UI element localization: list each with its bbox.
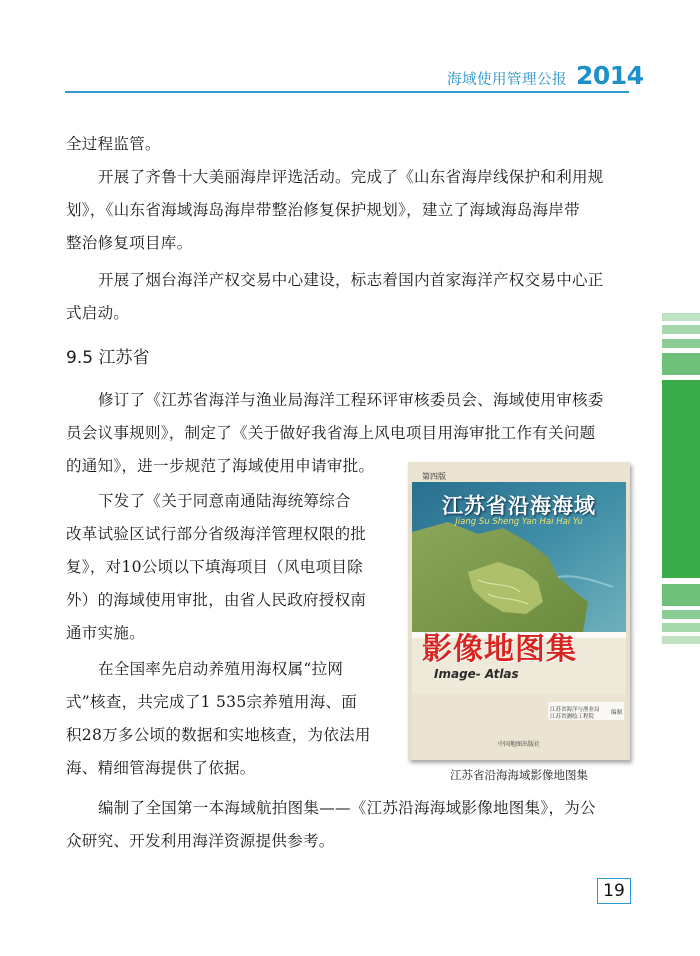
paragraph-line: 众研究、开发利用海洋资源提供参考。 [66, 832, 335, 850]
atlas-publisher-line: 江苏省海洋与渔业局 [550, 707, 600, 713]
side-tab-main [662, 380, 700, 578]
paragraph-line: 整治修复项目库。 [66, 234, 193, 252]
side-tab-decoration [662, 339, 700, 348]
figure-caption: 江苏省沿海海域影像地图集 [450, 768, 588, 782]
paragraph-line: 划》，《山东省海域海岛海岸带整治修复保护规划》，建立了海域海岛海岸带 [66, 201, 580, 219]
paragraph-line: 员会议事规则》，制定了《关于做好我省海上风电项目用海审批工作有关问题 [66, 424, 596, 442]
paragraph-line: 编制了全国第一本海域航拍图集——《江苏沿海海域影像地图集》，为公 [98, 799, 596, 817]
section-heading: 9.5 江苏省 [66, 348, 150, 368]
page-number: 19 [597, 878, 631, 904]
atlas-publisher-line: 江苏省测绘工程院 [550, 714, 595, 720]
side-tab-decoration [662, 313, 700, 321]
atlas-cover-image [408, 462, 630, 760]
paragraph-line: 外）的海域使用审批，由省人民政府授权南 [66, 591, 367, 609]
side-tab-decoration [662, 325, 700, 334]
side-tab-decoration [662, 353, 700, 375]
atlas-cn-title: 影像地图集 [422, 632, 577, 667]
paragraph-line: 改革试验区试行部分省级海洋管理权限的批 [66, 525, 367, 543]
paragraph-line: 积28万多公顷的数据和实地核查，为依法用 [66, 726, 371, 744]
atlas-press-label: 中国地图出版社 [497, 741, 540, 748]
paragraph-line: 通市实施。 [66, 624, 146, 642]
side-tab-decoration [662, 610, 700, 619]
atlas-en-title: Image- Atlas [434, 667, 519, 681]
paragraph-line: 复》，对10公顷以下填海项目（风电项目除 [66, 558, 363, 576]
paragraph-line: 的通知》，进一步规范了海域使用申请审批。 [66, 457, 375, 475]
running-header-title: 海域使用管理公报 [447, 72, 567, 88]
paragraph-line: 在全国率先启动养殖用海权属“拉网 [98, 660, 344, 678]
paragraph-line: 全过程监管。 [66, 135, 161, 153]
paragraph-line: 开展了齐鲁十大美丽海岸评选活动。完成了《山东省海岸线保护和利用规 [98, 168, 604, 186]
atlas-subtitle: Jiang Su Sheng Yan Hai Hai Yu [455, 517, 583, 527]
side-tab-decoration [662, 623, 700, 632]
paragraph-line: 海、精细管海提供了依据。 [66, 759, 256, 777]
header-rule [65, 91, 629, 93]
running-header-year: 2014 [576, 61, 644, 90]
atlas-editor-label: 编制 [611, 710, 623, 716]
atlas-edition-label: 第四版 [422, 472, 446, 481]
side-tab-decoration [662, 584, 700, 606]
paragraph-line: 式”核查，共完成了1 535宗养殖用海、面 [66, 693, 358, 711]
side-tab-decoration [662, 636, 700, 644]
atlas-title: 江苏省沿海海域 [442, 494, 596, 518]
paragraph-line: 修订了《江苏省海洋与渔业局海洋工程环评审核委员会、海域使用审核委 [98, 391, 604, 409]
paragraph-line: 开展了烟台海洋产权交易中心建设，标志着国内首家海洋产权交易中心正 [98, 271, 604, 289]
paragraph-line: 下发了《关于同意南通陆海统筹综合 [98, 492, 351, 510]
paragraph-line: 式启动。 [66, 304, 130, 322]
